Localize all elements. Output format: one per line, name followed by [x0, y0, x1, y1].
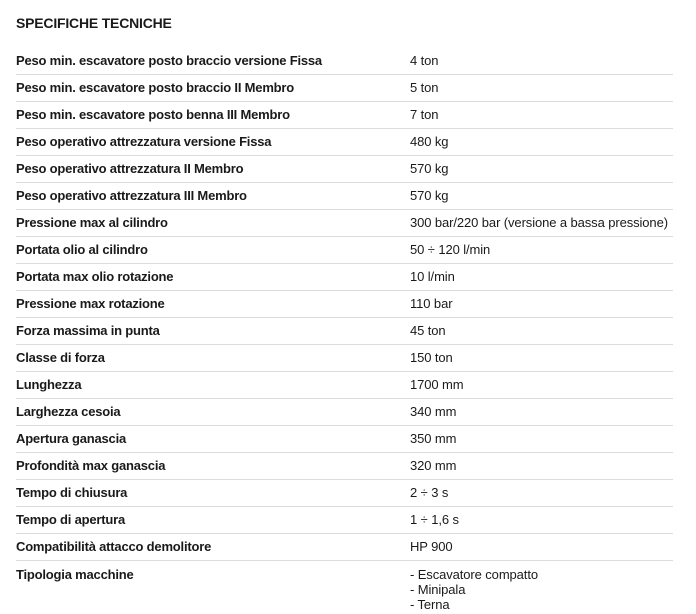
spec-value: 150 ton [410, 345, 673, 372]
spec-label: Lunghezza [16, 372, 410, 399]
spec-row [16, 183, 673, 210]
spec-row [16, 426, 673, 453]
spec-label: Apertura ganascia [16, 426, 410, 453]
spec-row [16, 156, 673, 183]
spec-row [16, 48, 673, 75]
spec-row [16, 129, 673, 156]
spec-value: 1700 mm [410, 372, 673, 399]
spec-row [16, 534, 673, 561]
spec-label: Peso min. escavatore posto braccio II Membro [16, 75, 410, 102]
spec-row [16, 345, 673, 372]
spec-label: Peso operativo attrezzatura versione Fissa [16, 129, 410, 156]
spec-label: Classe di forza [16, 345, 410, 372]
spec-row [16, 318, 673, 345]
spec-label: Tempo di chiusura [16, 480, 410, 507]
spec-value-list [410, 561, 673, 613]
spec-value: 10 l/min [410, 264, 673, 291]
spec-row [16, 237, 673, 264]
spec-row [16, 399, 673, 426]
spec-label: Forza massima in punta [16, 318, 410, 345]
spec-value: 480 kg [410, 129, 673, 156]
section-title: SPECIFICHE TECNICHE [16, 15, 172, 31]
spec-value-item: - Escavatore compatto [410, 567, 538, 582]
spec-value: 50 ÷ 120 l/min [410, 237, 673, 264]
spec-row [16, 507, 673, 534]
spec-label: Peso operativo attrezzatura II Membro [16, 156, 410, 183]
spec-value: 570 kg [410, 156, 673, 183]
spec-value: 2 ÷ 3 s [410, 480, 673, 507]
spec-row [16, 75, 673, 102]
spec-row [16, 264, 673, 291]
spec-value: 7 ton [410, 102, 673, 129]
spec-label: Profondità max ganascia [16, 453, 410, 480]
spec-label: Tempo di apertura [16, 507, 410, 534]
spec-row-machine-types [16, 561, 673, 613]
spec-row [16, 210, 673, 237]
spec-label: Tipologia macchine [16, 567, 134, 582]
spec-row [16, 453, 673, 480]
spec-label: Pressione max rotazione [16, 291, 410, 318]
spec-label: Larghezza cesoia [16, 399, 410, 426]
spec-value: 4 ton [410, 48, 673, 75]
spec-label: Peso min. escavatore posto braccio versione Fissa [16, 48, 410, 75]
specs-table [16, 48, 673, 612]
spec-row [16, 372, 673, 399]
spec-value: 1 ÷ 1,6 s [410, 507, 673, 534]
spec-label: Pressione max al cilindro [16, 210, 410, 237]
specs-table-body [16, 48, 673, 612]
spec-value: HP 900 [410, 534, 673, 561]
spec-label: Peso operativo attrezzatura III Membro [16, 183, 410, 210]
spec-row [16, 102, 673, 129]
spec-label: Portata max olio rotazione [16, 264, 410, 291]
spec-value: 340 mm [410, 399, 673, 426]
spec-value: 5 ton [410, 75, 673, 102]
spec-value: 110 bar [410, 291, 673, 318]
spec-label: Compatibilità attacco demolitore [16, 534, 410, 561]
spec-label: Peso min. escavatore posto benna III Membro [16, 102, 410, 129]
spec-value: 300 bar/220 bar (versione a bassa pressione) [410, 210, 673, 237]
spec-value-item: - Minipala [410, 582, 466, 597]
spec-row [16, 480, 673, 507]
spec-value-item: - Terna [410, 597, 450, 612]
spec-value: 570 kg [410, 183, 673, 210]
spec-label: Portata olio al cilindro [16, 237, 410, 264]
spec-row [16, 291, 673, 318]
spec-value: 45 ton [410, 318, 673, 345]
spec-value: 320 mm [410, 453, 673, 480]
spec-value: 350 mm [410, 426, 673, 453]
